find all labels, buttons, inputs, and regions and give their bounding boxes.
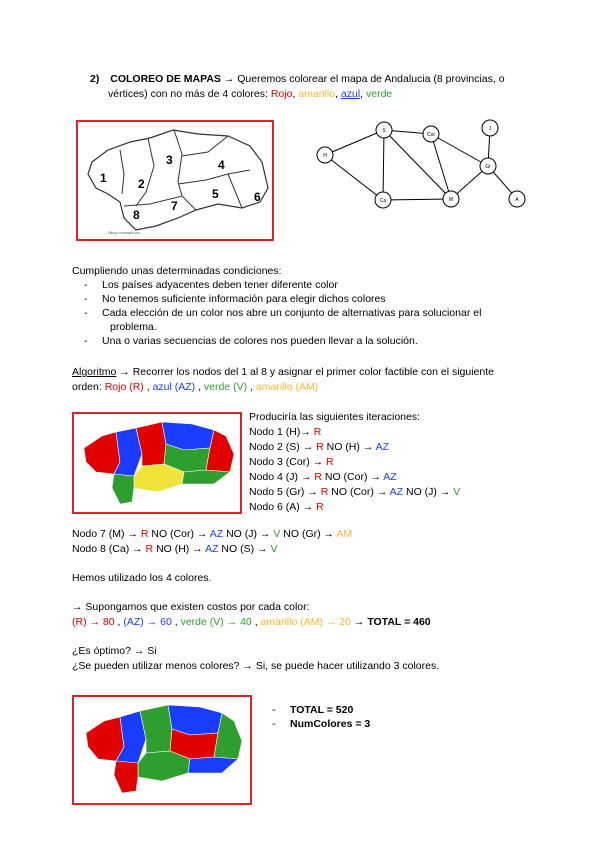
- result-total: - TOTAL = 520: [272, 703, 370, 717]
- algorithm-text: Recorrer los nodos del 1 al 8 y asignar el primer color factible con el siguiente: [132, 366, 494, 378]
- algorithm-line: [72, 365, 494, 379]
- graph-label-h: H: [323, 153, 327, 159]
- andalucia-4-color-map: [72, 412, 242, 514]
- list-item: - Cada elección de un color nos abre un conjunto de alternativas para solucionar el: [72, 306, 572, 320]
- andalucia-3-color-map: [72, 695, 252, 805]
- section-number: 2): [90, 73, 100, 85]
- graph-label-j: J: [488, 126, 492, 132]
- order-amarillo: amarillo (AM): [255, 381, 319, 393]
- question-optimal: ¿Es óptimo? → Si: [72, 645, 157, 657]
- adjacency-graph: [298, 115, 540, 217]
- question-fewer-colors: ¿Se pueden utilizar menos colores? → Si, se puede hacer utilizando 3 colores.: [72, 660, 440, 672]
- cost-azul: (AZ) → 60: [123, 616, 172, 628]
- cost-verde: verde (V) → 40: [180, 616, 252, 628]
- map-number-2: 2: [138, 177, 145, 191]
- section-title: COLOREO DE MAPAS: [110, 73, 221, 85]
- list-item-continuation: problema.: [110, 321, 157, 333]
- iterations-intro: Produciría las siguientes iteraciones:: [249, 411, 421, 423]
- graph-label-m: M: [448, 197, 454, 203]
- color-azul: azul: [340, 88, 361, 100]
- intro-text: Queremos colorear el mapa de Andalucia (8 provincias, o: [237, 73, 505, 85]
- map-number-6: 6: [254, 190, 261, 204]
- conditions-list: [72, 278, 572, 348]
- iteration-node-8: Nodo 8 (Ca) → R NO (H) → AZ NO (S) → V: [72, 543, 278, 555]
- iteration-node-3: Nodo 3 (Cor) → R: [249, 456, 334, 468]
- map-number-5: 5: [212, 187, 219, 201]
- order-azul: azul (AZ): [152, 381, 196, 393]
- result-numcolores: - NumColores = 3: [272, 717, 370, 731]
- order-rojo: Rojo (R): [104, 381, 144, 393]
- section-heading: [90, 72, 505, 86]
- map-number-8: 8: [133, 208, 140, 222]
- iterations-block: [249, 410, 460, 515]
- order-label: orden:: [72, 381, 102, 393]
- outline-map-drawing: [78, 122, 272, 239]
- intro-line-2: vértices) con no más de 4 colores: Rojo, amarillo, azul, verde: [108, 88, 393, 100]
- colors-used-text: Hemos utilizado los 4 colores.: [72, 572, 212, 584]
- graph-label-cor: Cor: [426, 132, 436, 138]
- colored-map-4: [74, 414, 240, 512]
- graph-label-s: S: [382, 128, 386, 134]
- algorithm-label: Algoritmo: [72, 366, 117, 378]
- conditions-intro: Cumpliendo unas determinadas condiciones:: [72, 265, 282, 277]
- colored-map-3: [74, 697, 250, 803]
- color-verde: verde: [366, 88, 393, 100]
- iteration-node-5: Nodo 5 (Gr) → R NO (Cor) → AZ NO (J) → V: [249, 486, 461, 498]
- iteration-node-2: Nodo 2 (S) → R NO (H) → AZ: [249, 441, 390, 453]
- andalucia-outline-map: [76, 120, 274, 241]
- order-verde: verde (V): [203, 381, 248, 393]
- iteration-node-7: Nodo 7 (M) → R NO (Cor) → AZ NO (J) → V NO (Gr) → AM: [72, 528, 353, 540]
- map-number-3: 3: [166, 153, 173, 167]
- map-number-1: 1: [100, 171, 107, 185]
- list-item: - Los países adyacentes deben tener diferente color: [72, 278, 572, 292]
- costs-intro: → Supongamos que existen costos por cada color:: [72, 601, 310, 613]
- intro-text-2: vértices) con no más de 4 colores:: [108, 88, 268, 100]
- algorithm-order: orden: Rojo (R) , azul (AZ) , verde (V) , amarillo (AM): [72, 381, 319, 393]
- iteration-node-4: Nodo 4 (J) → R NO (Cor) → AZ: [249, 471, 397, 483]
- cost-rojo: (R) → 80: [72, 616, 115, 628]
- graph-label-ca: Ca: [379, 198, 387, 204]
- list-item: - Una o varias secuencias de colores nos pueden llevar a la solución.: [72, 334, 572, 348]
- graph-label-gr: Gr: [485, 164, 491, 170]
- iteration-node-1: Nodo 1 (H)→ R: [249, 426, 322, 438]
- graph-label-a: A: [515, 197, 519, 203]
- color-rojo: Rojo: [270, 88, 293, 100]
- map-caption: Dibujo coloreado por: [108, 231, 141, 235]
- arrow: →: [119, 366, 130, 378]
- map-number-7: 7: [171, 199, 178, 213]
- color-amarillo: amarillo: [298, 88, 336, 100]
- list-item: - No tenemos suficiente información para elegir dichos colores: [72, 292, 572, 306]
- cost-total: TOTAL = 460: [367, 616, 431, 628]
- costs-line: (R) → 80 , (AZ) → 60 , verde (V) → 40 , amarillo (AM) → 20 → TOTAL = 460: [72, 616, 431, 628]
- iteration-node-6: Nodo 6 (A) → R: [249, 501, 324, 513]
- arrow: →: [223, 73, 235, 85]
- result-list: [272, 703, 370, 731]
- map-number-4: 4: [218, 158, 225, 172]
- cost-amarillo: amarillo (AM) → 20: [260, 616, 351, 628]
